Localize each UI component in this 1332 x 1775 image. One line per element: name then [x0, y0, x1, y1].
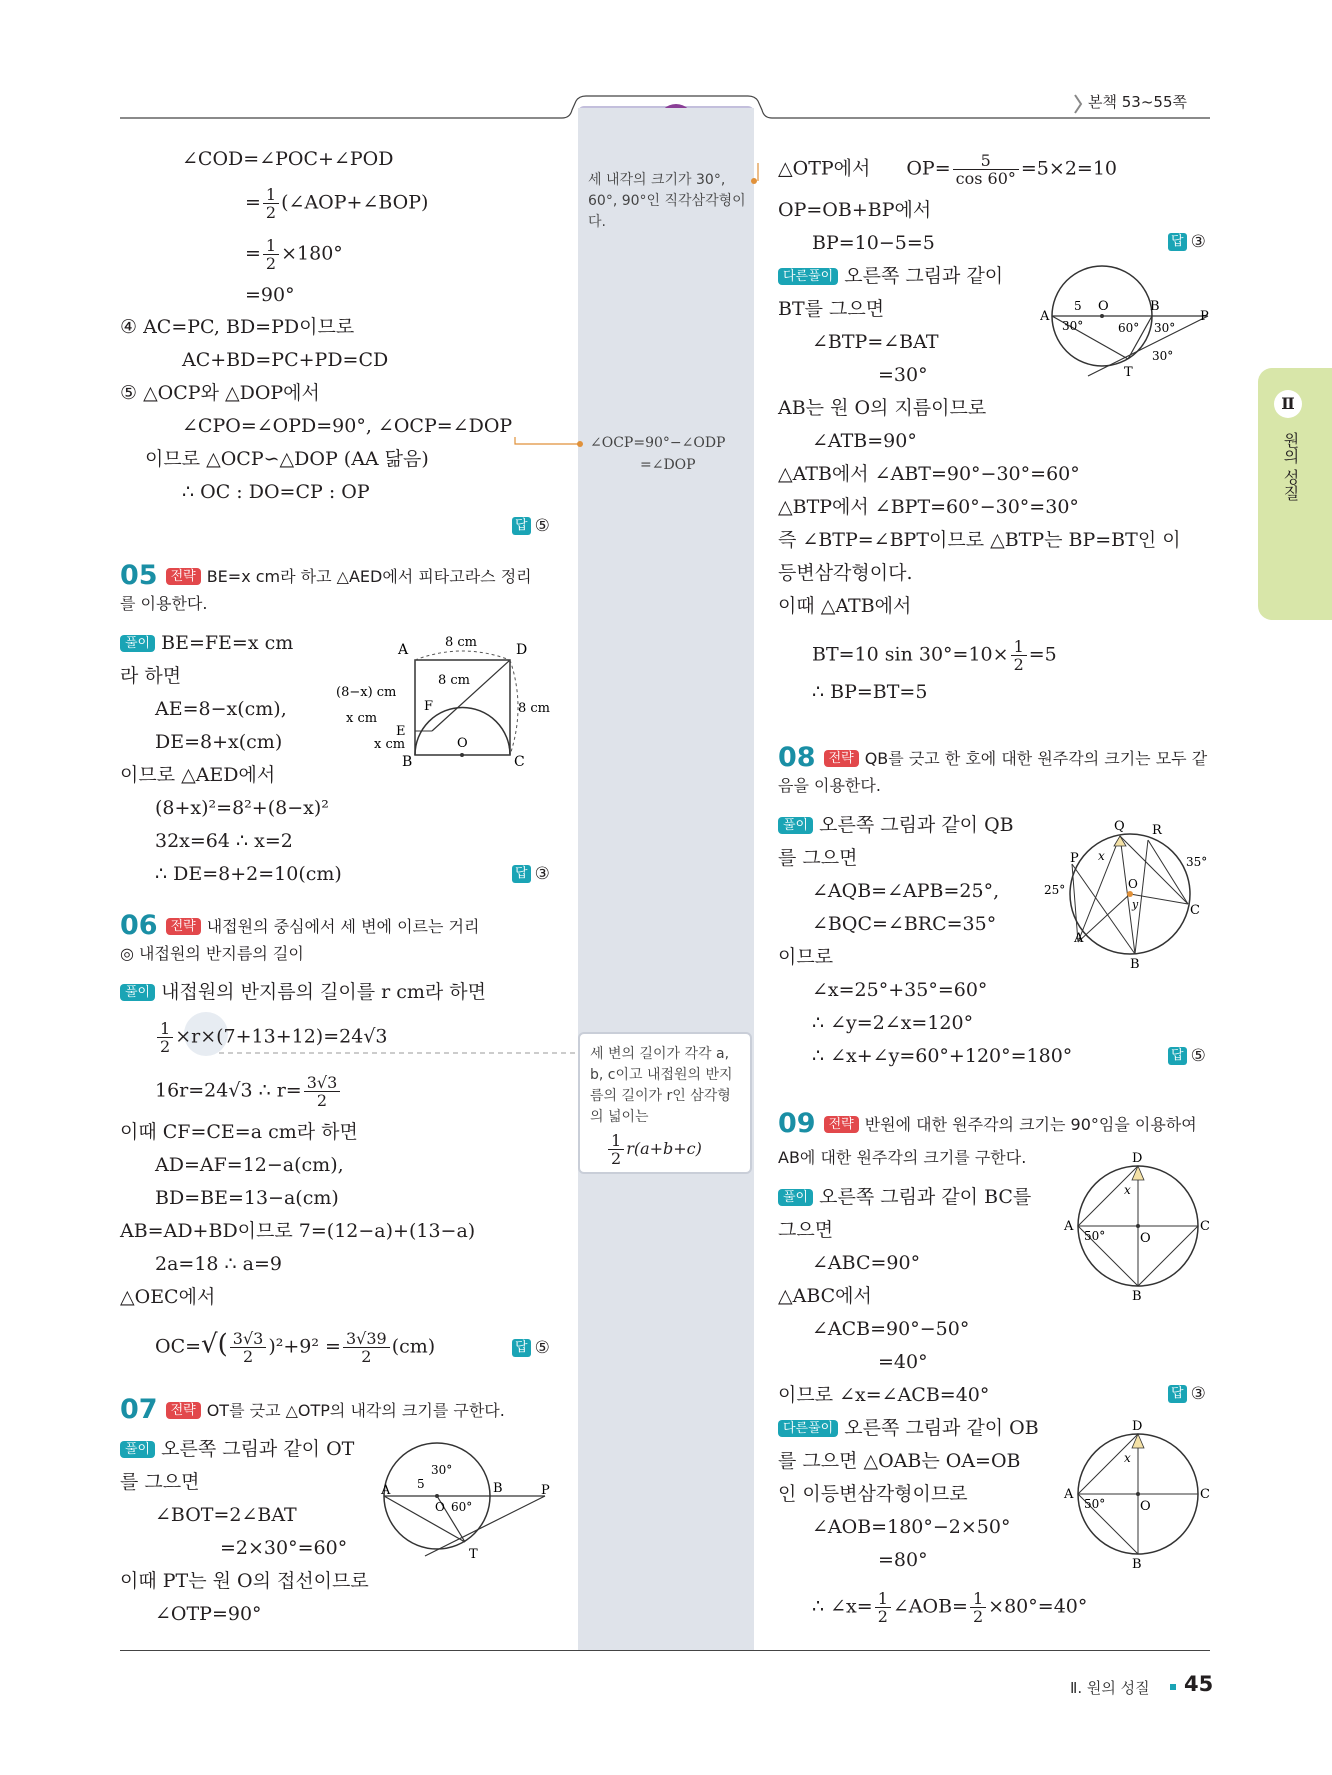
- svg-text:(8−x) cm: (8−x) cm: [336, 685, 397, 700]
- r-alt-8: △BTP에서 ∠BPT=60°−30°=30°: [778, 496, 1079, 518]
- svg-text:x cm: x cm: [346, 711, 378, 726]
- figure-09: [1060, 1150, 1220, 1300]
- r-alt-2: BT를 그으면: [778, 298, 885, 320]
- svg-text:C: C: [1200, 1487, 1210, 1502]
- step-5-angles: ∠CPO=∠OPD=90°, ∠OCP=∠DOP: [182, 415, 513, 437]
- svg-text:D: D: [1132, 1151, 1143, 1166]
- footer-dot: [1170, 1684, 1176, 1690]
- answer-09: 답 ③: [1168, 1384, 1206, 1404]
- q09-alt-4: ∠AOB=180°−2×50°: [812, 1516, 1011, 1538]
- footer-rule: [120, 1650, 1210, 1651]
- r-alt-9: 즉 ∠BTP=∠BPT이므로 △BTP는 BP=BT인 이: [778, 529, 1181, 551]
- svg-text:25°: 25°: [1044, 883, 1066, 897]
- svg-text:D: D: [516, 642, 528, 658]
- footer-chapter: Ⅱ. 원의 성질: [1070, 1679, 1150, 1697]
- q06-line-5: AD=AF=12−a(cm),: [155, 1154, 344, 1176]
- q06-line-3: 16r=24√3 ∴ r= $\frac{3√3}{2}$: [155, 1074, 342, 1109]
- q07-line-4: =2×30°=60°: [220, 1537, 348, 1559]
- svg-text:60°: 60°: [451, 1500, 473, 1514]
- q09-line-7: 이므로 ∠x=∠ACB=40°: [778, 1384, 990, 1406]
- svg-text:C: C: [514, 754, 525, 770]
- svg-text:T: T: [1124, 365, 1133, 380]
- answer-07: 답 ③: [1168, 232, 1206, 252]
- eq-cod: ∠COD=∠POC+∠POD: [182, 148, 394, 170]
- q07-line-2: 를 그으면: [120, 1471, 200, 1493]
- svg-text:5: 5: [1074, 299, 1082, 313]
- r-otp: △OTP에서 OP= $\frac{5}{\cos 60^\circ}$ =5×2=10: [778, 151, 1118, 188]
- q05-line-3: AE=8−x(cm),: [155, 698, 287, 720]
- r-alt-3: ∠BTP=∠BAT: [812, 331, 939, 353]
- q06-line-7: AB=AD+BD이므로 7=(12−a)+(13−a): [120, 1220, 476, 1242]
- q08-line-2: 를 그으면: [778, 847, 858, 869]
- q06-line-2: $\frac{1}{2}$ ×r×(7+13+12)=24√3: [155, 1020, 388, 1055]
- svg-text:x: x: [1098, 849, 1105, 863]
- svg-text:60°: 60°: [1118, 321, 1140, 335]
- svg-text:30°: 30°: [1154, 321, 1176, 335]
- figure-09-alt: [1060, 1418, 1220, 1568]
- svg-text:8 cm: 8 cm: [445, 635, 478, 650]
- q08-strategy-2: 음을 이용한다.: [778, 776, 881, 795]
- r-alt-10: 등변삼각형이다.: [778, 562, 913, 584]
- q09-line-5: ∠ACB=90°−50°: [812, 1318, 970, 1340]
- q09-alt-6: ∴ ∠x= $\frac{1}{2}$ ∠AOB= $\frac{1}{2}$ ×80°=40°: [812, 1589, 1088, 1626]
- svg-text:50°: 50°: [1084, 1229, 1106, 1243]
- svg-text:5: 5: [417, 1477, 425, 1491]
- svg-text:8 cm: 8 cm: [518, 701, 551, 716]
- q05-line-4: DE=8+x(cm): [155, 731, 283, 753]
- svg-text:O: O: [1140, 1499, 1151, 1514]
- q09-alt-2: 를 그으면 △OAB는 OA=OB: [778, 1450, 1021, 1472]
- svg-text:P: P: [541, 1483, 550, 1498]
- figure-07-alt: [1040, 264, 1215, 382]
- svg-text:x: x: [1124, 1183, 1131, 1197]
- svg-text:Q: Q: [1114, 819, 1125, 834]
- q08-line-5: 이므로: [778, 946, 834, 968]
- step-5: ⑤ △OCP와 △DOP에서: [120, 382, 320, 404]
- q05-line-7: 32x=64 ∴ x=2: [155, 830, 293, 852]
- svg-text:P: P: [1070, 851, 1079, 866]
- q08-line-3: ∠AQB=∠APB=25°,: [812, 880, 1000, 902]
- q06-line-1: 풀이 내접원의 반지름의 길이를 r cm라 하면: [120, 980, 486, 1004]
- r-alt-4: =30°: [878, 364, 928, 386]
- q07-line-5: 이때 PT는 원 O의 접선이므로: [120, 1570, 369, 1592]
- r-op-sum: OP=OB+BP에서: [778, 199, 932, 221]
- q05-line-8: ∴ DE=8+2=10(cm): [155, 863, 342, 885]
- svg-text:A: A: [398, 642, 409, 658]
- box-note-3-formula: $\frac{1}{2}$ r(a+b+c): [606, 1132, 702, 1167]
- svg-text:O: O: [1140, 1231, 1151, 1246]
- svg-text:A: A: [1074, 931, 1084, 946]
- svg-text:R: R: [1152, 823, 1162, 838]
- svg-text:y: y: [1132, 898, 1139, 911]
- svg-text:35°: 35°: [1186, 855, 1208, 869]
- q09-line-6: =40°: [878, 1351, 928, 1373]
- svg-text:A: A: [1064, 1219, 1074, 1234]
- svg-text:O: O: [457, 736, 468, 751]
- q05-line-1: 풀이 BE=FE=x cm: [120, 631, 293, 655]
- side-tab-roman: Ⅱ: [1274, 390, 1302, 418]
- svg-text:F: F: [424, 699, 434, 714]
- q07-line-3: ∠BOT=2∠BAT: [155, 1504, 297, 1526]
- svg-text:50°: 50°: [1084, 1497, 1106, 1511]
- q09-strategy: 09 전략 반원에 대한 원주각의 크기는 90°임을 이용하여: [778, 1108, 1197, 1139]
- r-alt-1: 다른풀이 오른쪽 그림과 같이: [778, 264, 1003, 288]
- r-alt-5: AB는 원 O의 지름이므로: [778, 397, 987, 419]
- svg-text:30°: 30°: [431, 1463, 453, 1477]
- svg-text:A: A: [1064, 1487, 1074, 1502]
- r-alt-7: △ATB에서 ∠ABT=90°−30°=60°: [778, 463, 1080, 485]
- answer-06: 답 ⑤: [512, 1338, 550, 1358]
- svg-text:O: O: [1098, 299, 1109, 314]
- svg-text:B: B: [1132, 1557, 1142, 1568]
- svg-text:A: A: [1040, 309, 1050, 324]
- q06-line-4: 이때 CF=CE=a cm라 하면: [120, 1121, 358, 1143]
- q08-line-1: 풀이 오른쪽 그림과 같이 QB: [778, 813, 1014, 837]
- box-note-3: 세 변의 길이가 각각 a, b, c이고 내접원의 반지름의 길이가 r인 삼각형의 넓이는: [590, 1046, 733, 1125]
- svg-text:P: P: [1200, 309, 1209, 324]
- answer-05: 답 ③: [512, 864, 550, 884]
- q06-line-6: BD=BE=13−a(cm): [155, 1187, 339, 1209]
- q09-alt-3: 인 이등변삼각형이므로: [778, 1483, 968, 1505]
- figure-07: [375, 1438, 555, 1558]
- svg-text:D: D: [1132, 1419, 1143, 1434]
- eq-90: =90°: [245, 284, 295, 306]
- eq-half-180: = $\frac{1}{2}$ ×180°: [245, 236, 343, 273]
- svg-text:30°: 30°: [1152, 349, 1174, 363]
- q09-line-3: ∠ABC=90°: [812, 1252, 921, 1274]
- box-note-1: 세 내각의 크기가 30°, 60°, 90°인 직각삼각형이다.: [588, 172, 746, 230]
- r-bp: BP=10−5=5: [812, 232, 935, 254]
- svg-text:E: E: [396, 724, 406, 739]
- step-5-similar: 이므로 △OCP∽△DOP (AA 닮음): [145, 448, 429, 470]
- book-ref: 본책 53~55쪽: [1088, 93, 1187, 111]
- svg-text:B: B: [1150, 299, 1160, 314]
- svg-text:B: B: [402, 754, 413, 770]
- q09-alt-1: 다른풀이 오른쪽 그림과 같이 OB: [778, 1416, 1039, 1440]
- svg-text:O: O: [435, 1500, 445, 1514]
- q09-alt-5: =80°: [878, 1549, 928, 1571]
- box-note-2b: =∠DOP: [640, 457, 696, 473]
- svg-text:x: x: [1124, 1451, 1131, 1465]
- q06-strategy: 06 전략 내접원의 중심에서 세 변에 이르는 거리: [120, 910, 480, 941]
- box-note-2a: ∠OCP=90°−∠ODP: [590, 435, 726, 451]
- q06-line-8: 2a=18 ∴ a=9: [155, 1253, 283, 1275]
- r-alt-12: BT=10 sin 30°=10× $\frac{1}{2}$ =5: [812, 637, 1057, 674]
- q08-strategy: 08 전략 QB를 긋고 한 호에 대한 원주각의 크기는 모두 같: [778, 742, 1208, 773]
- svg-text:B: B: [1130, 957, 1140, 972]
- q05-strategy: 05 전략 BE=x cm라 하고 △AED에서 피타고라스 정리: [120, 560, 532, 591]
- q06-line-10: OC=√( $\frac{3√3}{2}$ )²+9² = $\frac{3√39}{2}$ (cm): [155, 1329, 436, 1366]
- step-4-sum: AC+BD=PC+PD=CD: [182, 349, 389, 371]
- q09-line-4: △ABC에서: [778, 1285, 872, 1307]
- figure-05: [330, 632, 570, 772]
- step-5-ratio: ∴ OC : DO=CP : OP: [182, 481, 370, 503]
- q07-strategy: 07 전략 OT를 긋고 △OTP의 내각의 크기를 구한다.: [120, 1394, 505, 1425]
- svg-text:T: T: [469, 1547, 478, 1558]
- r-alt-11: 이때 △ATB에서: [778, 595, 912, 617]
- svg-text:30°: 30°: [1062, 319, 1084, 333]
- q08-line-4: ∠BQC=∠BRC=35°: [812, 913, 997, 935]
- r-alt-6: ∠ATB=90°: [812, 430, 917, 452]
- q07-line-6: ∠OTP=90°: [155, 1603, 262, 1625]
- figure-08: [1040, 812, 1220, 972]
- q05-line-5: 이므로 △AED에서: [120, 764, 276, 786]
- q08-line-8: ∴ ∠x+∠y=60°+120°=180°: [812, 1045, 1073, 1067]
- q09-line-2: 그으면: [778, 1219, 834, 1241]
- svg-text:O: O: [1128, 877, 1138, 891]
- svg-text:x cm: x cm: [374, 737, 406, 752]
- q08-line-7: ∴ ∠y=2∠x=120°: [812, 1012, 974, 1034]
- svg-text:C: C: [1190, 903, 1200, 918]
- answer-08: 답 ⑤: [1168, 1046, 1206, 1066]
- eq-half-aop: = $\frac{1}{2}$ (∠AOP+∠BOP): [245, 185, 429, 222]
- q08-line-6: ∠x=25°+35°=60°: [812, 979, 988, 1001]
- side-tab-title: 원의 성질: [1281, 432, 1300, 502]
- q05-line-2: 라 하면: [120, 665, 182, 687]
- step-4: ④ AC=PC, BD=PD이므로: [120, 316, 355, 338]
- q05-line-6: (8+x)²=8²+(8−x)²: [155, 797, 329, 819]
- svg-text:C: C: [1200, 1219, 1210, 1234]
- q09-line-1: 풀이 오른쪽 그림과 같이 BC를: [778, 1185, 1031, 1209]
- page-number: 45: [1184, 1672, 1214, 1696]
- svg-text:B: B: [493, 1481, 503, 1496]
- svg-text:A: A: [381, 1483, 391, 1498]
- q06-line-9: △OEC에서: [120, 1286, 216, 1308]
- svg-text:B: B: [1132, 1289, 1142, 1300]
- q07-line-1: 풀이 오른쪽 그림과 같이 OT: [120, 1437, 354, 1461]
- r-alt-13: ∴ BP=BT=5: [812, 681, 928, 703]
- svg-text:8 cm: 8 cm: [438, 673, 471, 688]
- q05-strategy-2: 를 이용한다.: [120, 594, 208, 613]
- q09-strategy-2: AB에 대한 원주각의 크기를 구한다.: [778, 1148, 1027, 1167]
- q06-strategy-2: ◎ 내접원의 반지름의 길이: [120, 944, 304, 963]
- answer-04: 답 ⑤: [512, 516, 550, 536]
